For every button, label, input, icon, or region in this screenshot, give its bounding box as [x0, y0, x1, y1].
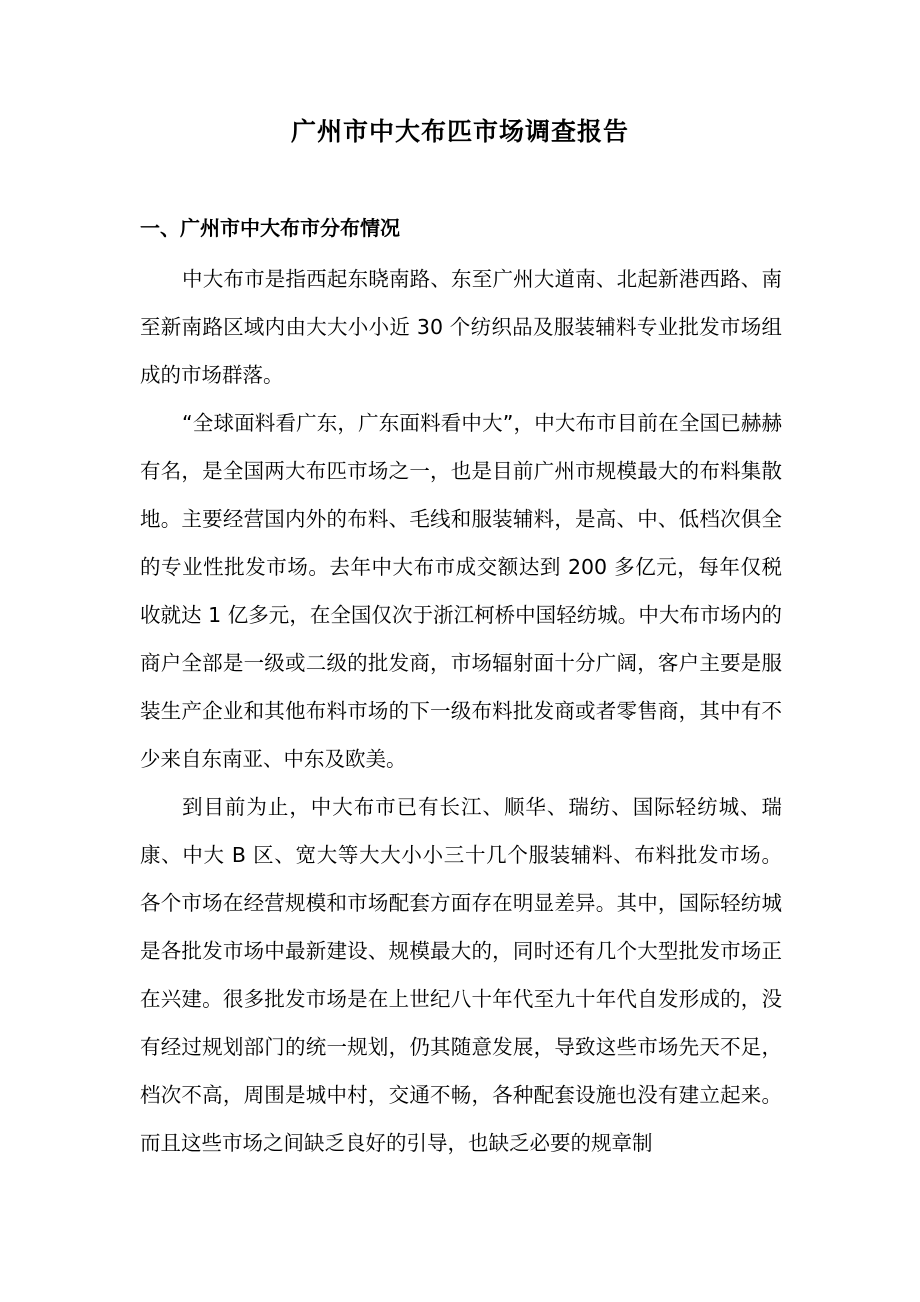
section-body: [140, 255, 782, 1167]
paragraph-market-composition: 到目前为止，中大布市已有长江、顺华、瑞纺、国际轻纺城、瑞康、中大 B 区、宽大等大大小小三十几个服装辅料、布料批发市场。各个市场在经营规模和市场配套方面存在明显差异。其中，国际轻纺城是各批发市场中最新建设、规模最大的，同时还有几个大型批发市场正在兴建。很多批发市场是在上世纪八十年代至九十年代自发形成的，没有经过规划部门的统一规划，仍其随意发展，导致这些市场先天不足，档次不高，周围是城中村，交通不畅，各种配套设施也没有建立起来。而且这些市场之间缺乏良好的引导，也缺乏必要的规章制: [140, 795, 782, 1155]
paragraph-overview: 中大布市是指西起东晓南路、东至广州大道南、北起新港西路、南至新南路区域内由大大小小近 30 个纺织品及服装辅料专业批发市场组成的市场群落。: [140, 267, 782, 387]
document-title: 广州市中大布匹市场调查报告: [290, 117, 629, 146]
paragraph-market-reputation: “全球面料看广东，广东面料看中大”，中大布市目前在全国已赫赫有名，是全国两大布匹市场之一，也是目前广州市规模最大的布料集散地。主要经营国内外的布料、毛线和服装辅料，是高、中、低档次俱全的专业性批发市场。去年中大布市成交额达到 200 多亿元，每年仅税收就达 1 亿多元，在全国仅次于浙江柯桥中国轻纺城。中大布市场内的商户全部是一级或二级的批发商，市场辐射面十分广阔，客户主要是服装生产企业和其他布料市场的下一级布料批发商或者零售商，其中有不少来自东南亚、中东及欧美。: [140, 411, 782, 771]
section-heading: 一、广州市中大布市分布情况: [140, 216, 400, 240]
